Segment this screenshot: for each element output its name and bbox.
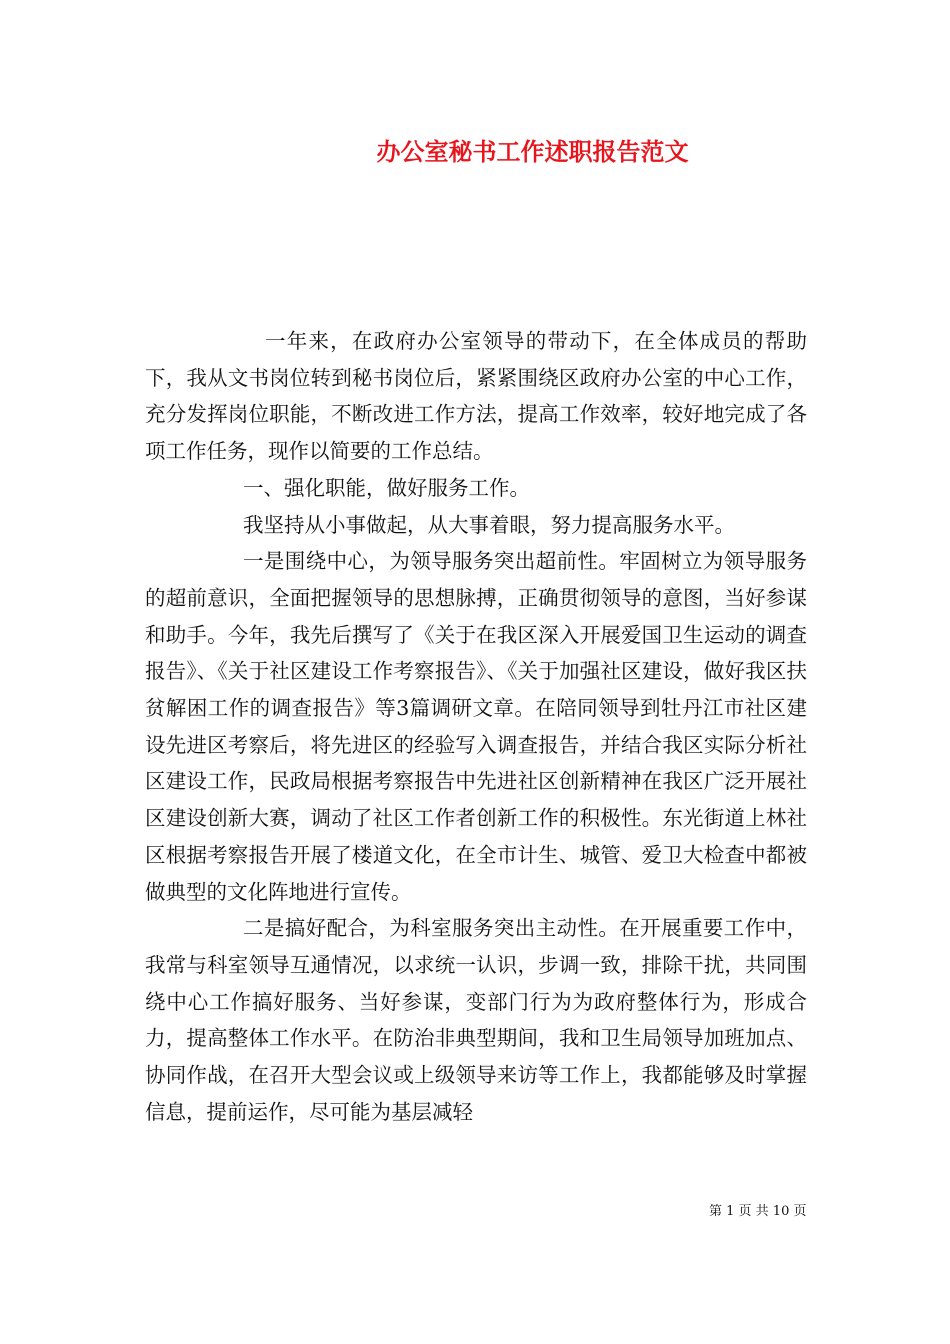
section-heading: 一、强化职能，做好服务工作。 (243, 475, 530, 500)
page-number: 第 1 页 共 10 页 (709, 1204, 807, 1219)
document-body (145, 323, 807, 1130)
paragraph-point-one: 一是围绕中心，为领导服务突出超前性。牢固树立为领导服务的超前意识，全面把握领导的思想脉搏，正确贯彻领导的意图，当好参谋和助手。今年，我先后撰写了《关于在我区深入开展爱国卫生运动的调查报告》、《关于社区建设工作考察报告》、《关于加强社区建设，做好我区扶贫解困工作的调查报告》等3篇调研文章。在陪同领导到牡丹江市社区建设先进区考察后，将先进区的经验写入调查报告，并结合我区实际分析社区建设工作，民政局根据考察报告中先进社区创新精神在我区广泛开展社区建设创新大赛，调动了社区工作者创新工作的积极性。东光街道上林社区根据考察报告开展了楼道文化，在全市计生、城管、爱卫大检查中都被做典型的文化阵地进行宣传。 (145, 549, 807, 904)
paragraph-intro: 一年来，在政府办公室领导的带动下，在全体成员的帮助下，我从文书岗位转到秘书岗位后，紧紧围绕区政府办公室的中心工作，充分发挥岗位职能，不断改进工作方法，提高工作效率，较好地完成了各项工作任务，现作以简要的工作总结。 (145, 329, 807, 464)
document-title: 办公室秘书工作述职报告范文 (376, 137, 689, 166)
paragraph-point-two: 二是搞好配合，为科室服务突出主动性。在开展重要工作中，我常与科室领导互通情况，以求统一认识，步调一致，排除干扰，共同围绕中心工作搞好服务、当好参谋，变部门行为为政府整体行为，形成合力，提高整体工作水平。在防治非典型期间，我和卫生局领导加班加点、协同作战，在召开大型会议或上级领导来访等工作上，我都能够及时掌握信息，提前运作，尽可能为基层减轻 (145, 916, 807, 1124)
paragraph-service: 我坚持从小事做起，从大事着眼，努力提高服务水平。 (243, 512, 735, 537)
